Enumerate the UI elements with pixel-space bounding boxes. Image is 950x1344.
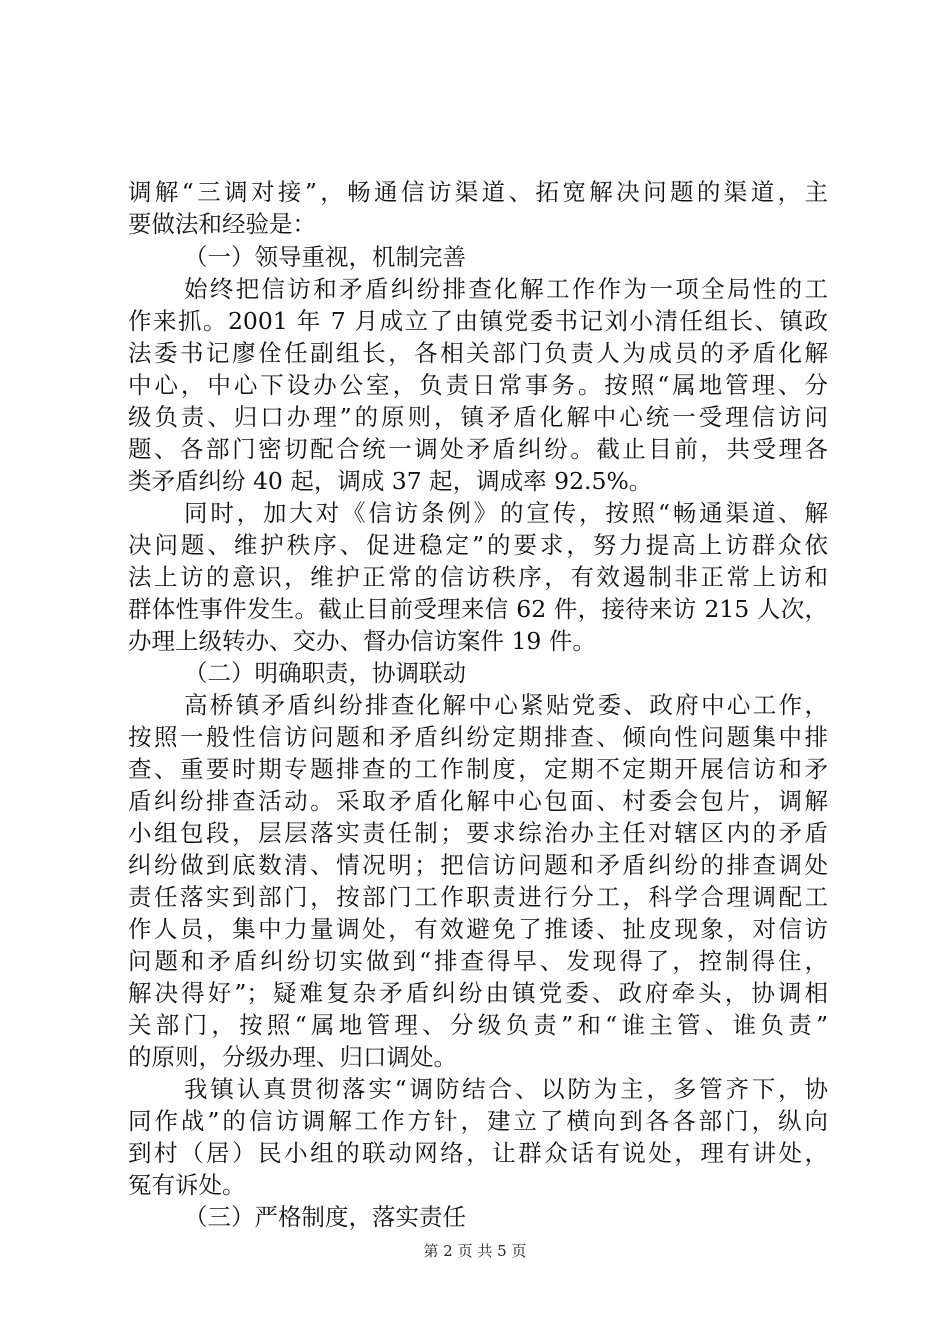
text-line: 问题和矛盾纠纷切实做到“排查得早、发现得了，控制得住，	[128, 947, 828, 975]
text-line: 我镇认真贯彻落实“调防结合、以防为主，多管齐下，协	[184, 1075, 828, 1103]
text-line: 冤有诉处。	[128, 1171, 246, 1199]
text-line: 决问题、维护秩序、促进稳定”的要求，努力提高上访群众依	[128, 531, 828, 559]
text-line: 类矛盾纠纷 40 起，调成 37 起，调成率 92.5%。	[128, 467, 653, 495]
text-line: 群体性事件发生。截止目前受理来信 62 件，接待来访 215 人次，	[128, 595, 828, 623]
text-line: 题、各部门密切配合统一调处矛盾纠纷。截止目前，共受理各	[128, 435, 828, 463]
text-line: 盾纠纷排查活动。采取矛盾化解中心包面、村委会包片，调解	[128, 787, 828, 815]
text-line: 作来抓。2001 年 7 月成立了由镇党委书记刘小清任组长、镇政	[128, 307, 828, 335]
text-line: 同时，加大对《信访条例》的宣传，按照“畅通渠道、解	[184, 499, 828, 527]
text-line: 办理上级转办、交办、督办信访案件 19 件。	[128, 627, 596, 655]
text-line: 的原则，分级办理、归口调处。	[128, 1043, 457, 1071]
text-line: 要做法和经验是：	[128, 210, 316, 238]
section-heading: （三）严格制度，落实责任	[184, 1203, 466, 1231]
text-line: 中心，中心下设办公室，负责日常事务。按照“属地管理、分	[128, 371, 828, 399]
text-line: 法上访的意识，维护正常的信访秩序，有效遏制非正常上访和	[128, 563, 828, 591]
text-line: 小组包段，层层落实责任制；要求综治办主任对辖区内的矛盾	[128, 819, 828, 847]
page-number-footer: 第 2 页 共 5 页	[423, 1242, 527, 1260]
text-line: 解决得好”；疑难复杂矛盾纠纷由镇党委、政府牵头，协调相	[128, 979, 828, 1007]
text-line: 始终把信访和矛盾纠纷排查化解工作作为一项全局性的工	[184, 275, 828, 303]
text-line: 作人员，集中力量调处，有效避免了推诿、扯皮现象，对信访	[128, 915, 828, 943]
text-line: 高桥镇矛盾纠纷排查化解中心紧贴党委、政府中心工作，	[184, 691, 828, 719]
text-line: 按照一般性信访问题和矛盾纠纷定期排查、倾向性问题集中排	[128, 723, 828, 751]
text-line: 法委书记廖佺任副组长，各相关部门负责人为成员的矛盾化解	[128, 339, 828, 367]
text-line: 同作战”的信访调解工作方针，建立了横向到各各部门，纵向	[128, 1107, 828, 1135]
section-heading: （二）明确职责，协调联动	[184, 659, 466, 687]
text-line: 到村（居）民小组的联动网络，让群众话有说处，理有讲处，	[128, 1139, 828, 1167]
text-line: 级负责、归口办理”的原则，镇矛盾化解中心统一受理信访问	[128, 403, 828, 431]
text-line: 关部门，按照“属地管理、分级负责”和“谁主管、谁负责”	[128, 1011, 828, 1039]
text-line: 责任落实到部门，按部门工作职责进行分工，科学合理调配工	[128, 883, 828, 911]
text-line: 查、重要时期专题排查的工作制度，定期不定期开展信访和矛	[128, 755, 828, 783]
text-line: 纠纷做到底数清、情况明；把信访问题和矛盾纠纷的排查调处	[128, 851, 828, 879]
text-line: 调解“三调对接”，畅通信访渠道、拓宽解决问题的渠道，主	[128, 178, 828, 206]
section-heading: （一）领导重视，机制完善	[184, 243, 466, 271]
